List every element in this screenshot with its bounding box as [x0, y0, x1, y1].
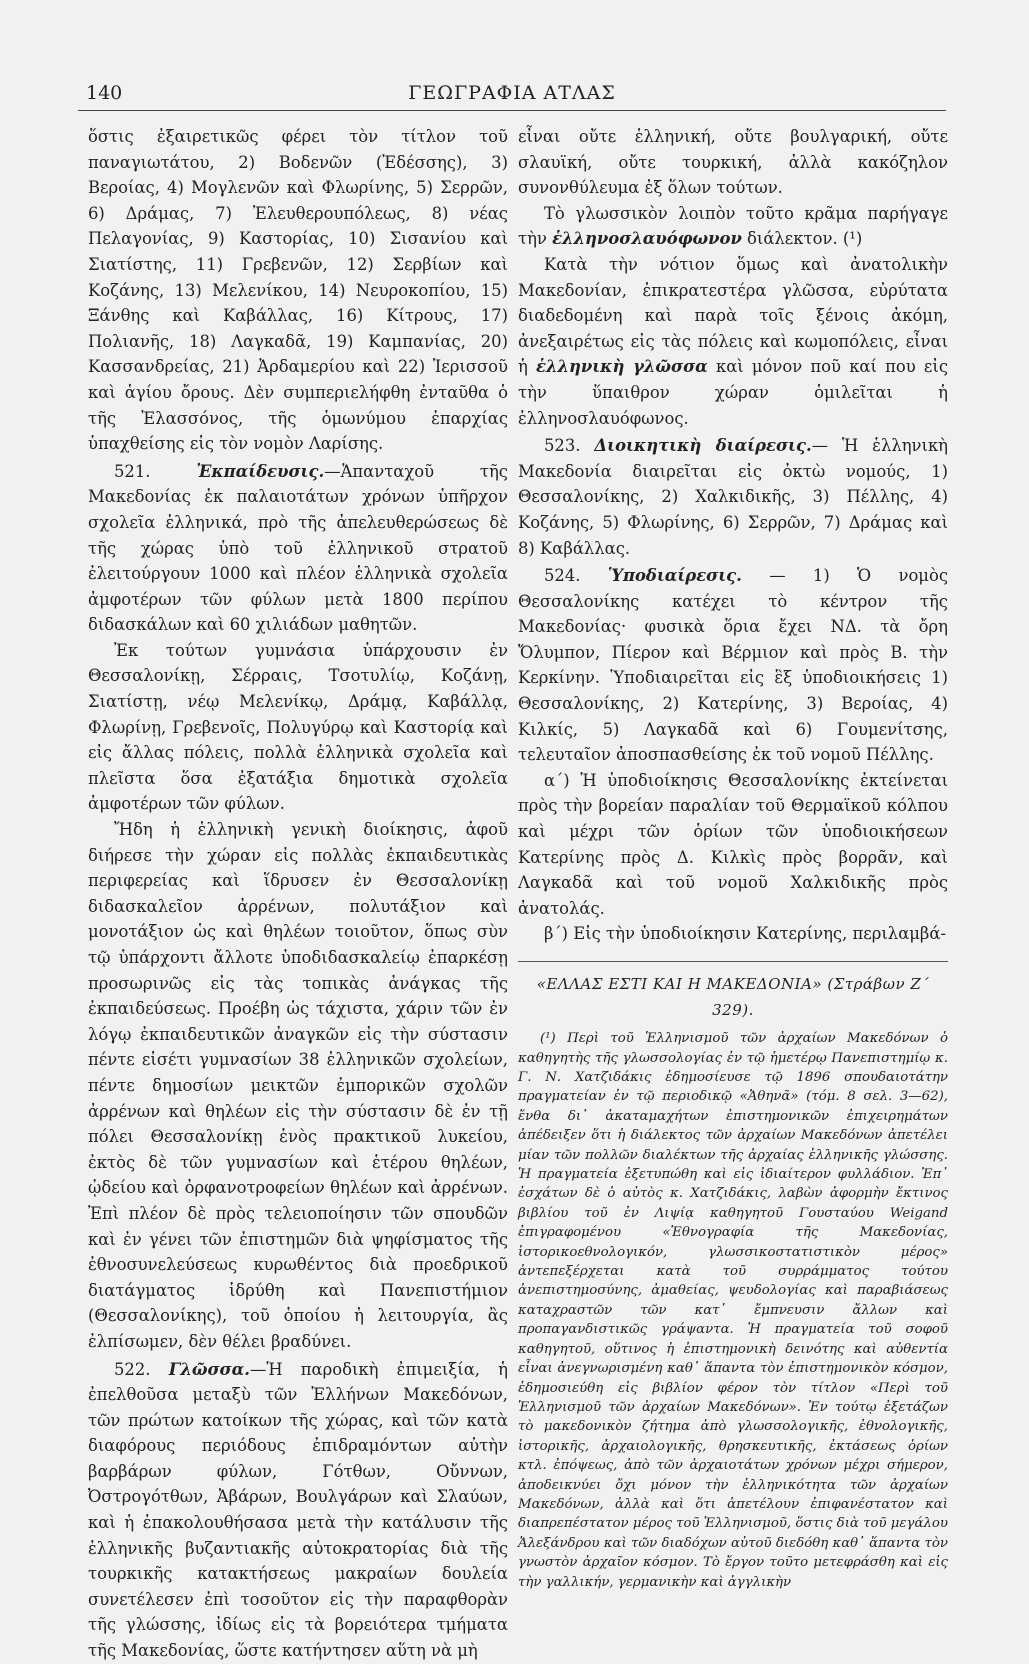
section-text: —Ἁπανταχοῦ τῆς Μακεδονίας ἐκ παλαιοτάτων χρόνων ὑπῆρχον σχολεῖα ἑλληνικά, πρὸ τῆς ἀπελευθερώσεως δὲ τῆς χώρας ὑπὸ τοῦ ἑλληνικοῦ στρατοῦ ἐλειτούργουν 1000 καὶ πλέον ἑλληνικὰ σχολεῖα ἀμφοτέρων τῶν φύλων μετὰ 1800 περίπου διδασκάλων καὶ 60 χιλιάδων μαθητῶν. — [88, 461, 508, 635]
emphasis-term: ἑλληνοσλαυόφωνον — [552, 229, 742, 249]
text-run: διάλεκτον. (¹) — [741, 229, 863, 249]
right-paragraph-2 — [518, 201, 948, 252]
subsection-alpha: α΄) Ἡ ὑποδιοίκησις Θεσσαλονίκης ἐκτείνεται πρὸς τὴν βορείαν παραλίαν τοῦ Θερμαϊκοῦ κόλπου καὶ μέχρι τῶν ὁρίων τῶν ὑποδιοικήσεων Κατερίνης πρὸς Δ. Κιλκὶς πρὸς βορρᾶν, καὶ Λαγκαδᾶ καὶ τοῦ νομοῦ Χαλκιδικῆς πρὸς ἀνατολάς. — [518, 770, 948, 918]
subsection-beta: β΄) Εἰς τὴν ὑποδιοίκησιν Κατερίνης, περιλαμβά- — [544, 924, 947, 944]
right-column — [518, 124, 948, 1592]
left-paragraph-3: Ἤδη ἡ ἑλληνικὴ γενικὴ διοίκησις, ἀφοῦ διήρεσε τὴν χώραν εἰς πολλὰς ἐκπαιδευτικὰς περιφερείας καὶ ἵδρυσεν ἐν Θεσσαλονίκῃ διδασκαλεῖον ἀρρένων, πολυτάξιον καὶ μονοτάξιον ὡς καὶ θηλέων τοιοῦτον, ὅπως σὺν τῷ ὑπάρχοντι ἄλλοτε ὑποδιδασκαλείῳ ἐπαρκέσῃ προσωρινῶς εἰς τὰς τοπικὰς ἀνάγκας τῆς ἐκπαιδεύσεως. Προέβη ὡς τάχιστα, χάριν τῶν ἐν λόγῳ ἐκπαιδευτικῶν ἀναγκῶν εἰς τὴν σύστασιν πέντε εἰσέτι γυμνασίων 38 ἑλληνικῶν σχολείων, πέντε δημοσίων μεικτῶν ἐμπορικῶν σχολῶν ἀρρένων καὶ θηλέων εἰς τὴν σύστασιν δὲ ἐν τῇ πόλει Θεσσαλονίκῃ ἑνὸς πρακτικοῦ λυκείου, ἐκτὸς δὲ τῶν γυμνασίων καὶ ἑτέρου θηλέων, ᾠδείου καὶ ὀρφανοτροφείων θηλέων καὶ ἀρρένων. Ἐπὶ πλέον δὲ πρὸς τελειοποίησιν τῶν σπουδῶν καὶ ἐν γένει τῶν ἐπιστημῶν διὰ ψηφίσματος τῆς ἐθνοσυνελεύσεως κυρωθέντος διὰ προεδρικοῦ διατάγματος ἱδρύθη καὶ Πανεπιστήμιον (Θεσσαλονίκης), τοῦ ὁποίου ἡ λειτουργία, ἂς ἐλπίσωμεν, δὲν θέλει βραδύνει. — [88, 820, 508, 1351]
left-column — [88, 124, 508, 1664]
text-run: Τὸ γλωσσικὸν λοιπὸν τοῦτο κρᾶμα παρήγαγε τὴν — [518, 203, 948, 249]
section-number: 523. — [544, 436, 581, 456]
page-number: 140 — [86, 82, 123, 104]
strabo-quote: «ΕΛΛΑΣ ΕΣΤΙ ΚΑΙ Η ΜΑΚΕΔΟΝΙΑ» (Στράβων Ζ΄ 329). — [518, 961, 948, 1023]
section-title: Ἐκπαίδευσις. — [196, 461, 325, 481]
section-521 — [88, 459, 508, 638]
right-paragraph-3 — [518, 252, 948, 431]
section-title: Διοικητικὴ διαίρεσις. — [594, 436, 812, 456]
emphasis-term: ἑλληνικὴ γλῶσσα — [536, 357, 708, 377]
section-title: Ὑποδιαίρεσις. — [607, 566, 742, 586]
section-number: 522. — [114, 1359, 151, 1379]
section-title: Γλῶσσα. — [168, 1359, 250, 1379]
section-text: — Ἡ ἑλληνικὴ Μακεδονία διαιρεῖται εἰς ὀκτὼ νομούς, 1) Θεσσαλονίκης, 2) Χαλκιδικῆς, 3) Πέλλης, 4) Κοζάνης, 5) Φλωρίνης, 6) Σερρῶν, 7) Δράμας καὶ 8) Καβάλλας. — [518, 436, 949, 558]
left-paragraph-1: ὅστις ἐξαιρετικῶς φέρει τὸν τίτλον τοῦ παναγιωτάτου, 2) Βοδενῶν (Ἐδέσσης), 3) Βεροίας, 4) Μογλενῶν καὶ Φλωρίνης, 5) Σερρῶν, 6) Δράμας, 7) Ἐλευθερουπόλεως, 8) νέας Πελαγονίας, 9) Καστορίας, 10) Σισανίου καὶ Σιατίστης, 11) Γρεβενῶν, 12) Σερβίων καὶ Κοζάνης, 13) Μελενίκου, 14) Νευροκοπίου, 15) Ξάνθης καὶ Καβάλλας, 16) Κίτρους, 17) Πολιανῆς, 18) Λαγκαδᾶ, 19) Καμπανίας, 20) Κασσανδρείας, 21) Ἀρδαμερίου καὶ 22) Ἱερισσοῦ καὶ ἁγίου ὄρους. Δὲν συμπεριελήφθη ἐνταῦθα ὁ τῆς Ἐλασσόνος, τῆς ὁμωνύμου ἐπαρχίας ὑπαχθείσης εἰς τὸν νομὸν Λαρίσης. — [88, 127, 508, 454]
running-title: ΓΕΩΓΡΑΦΙΑ ΑΤΛΑΣ — [408, 82, 616, 104]
section-text: — 1) Ὁ νομὸς Θεσσαλονίκης κατέχει τὸ κέντρον τῆς Μακεδονίας· φυσικὰ ὅρια ἔχει ΝΔ. τὰ ὄρη Ὄλυμπον, Πίερον καὶ Βέρμιον καὶ πρὸς Β. τὴν Κερκίνην. Ὑποδιαιρεῖται εἰς ἓξ ὑποδιοικήσεις 1) Θεσσαλονίκης, 2) Κατερίνης, 3) Βεροίας, 4) Κιλκίς, 5) Λαγκαδᾶ καὶ 6) Γουμενίτσης, τελευταῖον ἀποσπασθείσης ἐκ τοῦ νομοῦ Πέλλης. — [518, 566, 949, 765]
section-524 — [518, 563, 948, 768]
section-number: 524. — [544, 566, 581, 586]
text-run: Κατὰ τὴν νότιον ὅμως καὶ ἀνατολικὴν Μακεδονίαν, ἐπικρατεστέρα γλῶσσα, εὐρύτατα διαδεδομένη καὶ παρὰ τοῖς ξένοις ἀκόμη, ἀνεξαιρέτως εἰς τὰς πόλεις καὶ κωμοπόλεις, εἶναι ἡ — [518, 254, 948, 377]
right-paragraph-1: εἶναι οὔτε ἑλληνική, οὔτε βουλγαρική, οὔτε σλαυϊκή, οὔτε τουρκική, ἀλλὰ κακόζηλον συνονθύλευμα ἐξ ὅλων τούτων. — [518, 127, 948, 198]
section-523 — [518, 433, 948, 561]
text-run: καὶ μόνον ποῦ καί που εἰς τὴν ὕπαιθρον χώραν ὁμιλεῖται ἡ ἑλληνοσλαυόφωνος. — [518, 357, 949, 428]
footnote: (¹) Περὶ τοῦ Ἑλληνισμοῦ τῶν ἀρχαίων Μακεδόνων ὁ καθηγητὴς τῆς γλωσσολογίας ἐν τῷ ἡμετέρῳ Πανεπιστημίῳ κ. Γ. Ν. Χατζιδάκις ἐδημοσίευσε τῷ 1896 σπουδαιοτάτην πραγματείαν ἐν τῷ περιοδικῷ «Ἀθηνᾶ» (τόμ. 8 σελ. 3—62), ἔνθα δι᾽ ἀκαταμαχήτων ἐπιστημονικῶν ἐπιχειρημάτων ἀπέδειξεν ὅτι ἡ διάλεκτος τῶν ἀρχαίων Μακεδόνων ἀπετέλει μίαν τῶν πολλῶν διαλέκτων τῆς ἀρχαίας ἑλληνικῆς γλώσσης. Ἡ πραγματεία ἐξετυπώθη καὶ εἰς ἰδιαίτερον φυλλάδιον. Ἐπ᾽ ἐσχάτων δὲ ὁ αὐτὸς κ. Χατζιδάκις, λαβὼν ἀφορμὴν ἔκτινος βιβλίου τοῦ ἐν Λιψίᾳ καθηγητοῦ Γουσταύου Weigand ἐπιγραφομένου «Ἐθνογραφία τῆς Μακεδονίας, ἱστορικοεθνολογικόν, γλωσσικοστατιστικὸν μέρος» ἀντεπεξέρχεται κατὰ τοῦ συρράμματος τούτου ἀνεπιστημοσύνης, ἀμαθείας, ψευδολογίας καὶ παραβιάσεως καταχραστῶν τῶν κατ᾽ ἔμπνευσιν ἄλλων καὶ προπαγανδιστικῶς γράψαντα. Ἡ πραγματεία τοῦ σοφοῦ καθηγητοῦ, οὕτινος ἡ ἐπιστημονικὴ δεινότης καὶ αὐθεντία εἶναι ἀνεγνωρισμένη καθ᾽ ἅπαντα τὸν ἐπιστημονικὸν κόσμον, ἐδημοσιεύθη εἰς βιβλίον φέρον τὸν τίτλον «Περὶ τοῦ Ἑλληνισμοῦ τῶν ἀρχαίων Μακεδόνων». Ἐν τούτῳ ἐξετάζων τὸ μακεδονικὸν ζήτημα ἀπὸ γλωσσολογικῆς, ἐθνολογικῆς, ἱστορικῆς, ἀρχαιολογικῆς, θρησκευτικῆς, ἐκτάσεως ὁρίων κτλ. ἐπόψεως, ἀπὸ τῶν ἀρχαιοτάτων χρόνων μέχρι σήμερον, ἀποδεικνύει ὄχι μόνον τὴν ἑλληνικότητα τῶν ἀρχαίων Μακεδόνων, ἀλλὰ καὶ ὅτι ἀπετέλουν ἐπιφανέστατον καὶ διαπρεπέστατον μέρος τοῦ Ἑλληνισμοῦ, ὅστις διὰ τοῦ μεγάλου Ἀλεξάνδρου καὶ τῶν διαδόχων αὐτοῦ διεδόθη καθ᾽ ἅπαντα τὸν γνωστὸν ἀρχαῖον κόσμον. Τὸ ἔργον τοῦτο μετεφράσθη καὶ εἰς τὴν γαλλικήν, γερμανικὴν καὶ ἀγγλικὴν — [518, 1031, 948, 1590]
page-header — [78, 82, 946, 111]
section-text: —Ἡ παροδικὴ ἐπιμειξία, ἡ ἐπελθοῦσα μεταξὺ τῶν Ἑλλήνων Μακεδόνων, τῶν πρώτων κατοίκων τῆς χώρας, καὶ τῶν κατὰ διαφόρους περιόδους ἐπιδραμόντων αὐτὴν βαρβάρων φύλων, Γότθων, Οὔννων, Ὀστρογότθων, Ἀβάρων, Βουλγάρων καὶ Σλαύων, καὶ ἡ ἐπακολουθήσασα μετὰ τὴν κατάλυσιν τῆς ἑλληνικῆς βυζαντιακῆς αὐτοκρατορίας διὰ τῆς τουρκικῆς κατακτήσεως μακραίων δουλεία συνετέλεσεν ἐπὶ τοσοῦτον εἰς τὴν παραφθορὰν τῆς γλώσσης, ἰδίως εἰς τὰ βορειότερα τμήματα τῆς Μακεδονίας, ὥστε κατήντησεν αὕτη νὰ μὴ — [88, 1359, 508, 1661]
section-number: 521. — [114, 461, 151, 481]
left-paragraph-2: Ἐκ τούτων γυμνάσια ὑπάρχουσιν ἐν Θεσσαλονίκῃ, Σέρραις, Τσοτυλίῳ, Κοζάνῃ, Σιατίστῃ, νέῳ Μελενίκῳ, Δράμᾳ, Καβάλλᾳ, Φλωρίνῃ, Γρεβενοῖς, Πολυγύρῳ καὶ Καστορίᾳ καὶ εἰς ἄλλας πόλεις, πολλὰ ἑλληνικὰ σχολεῖα καὶ πλεῖστα ὅσα ἐξατάξια δημοτικὰ σχολεῖα ἀμφοτέρων τῶν φύλων. — [88, 640, 508, 814]
section-522 — [88, 1357, 508, 1664]
